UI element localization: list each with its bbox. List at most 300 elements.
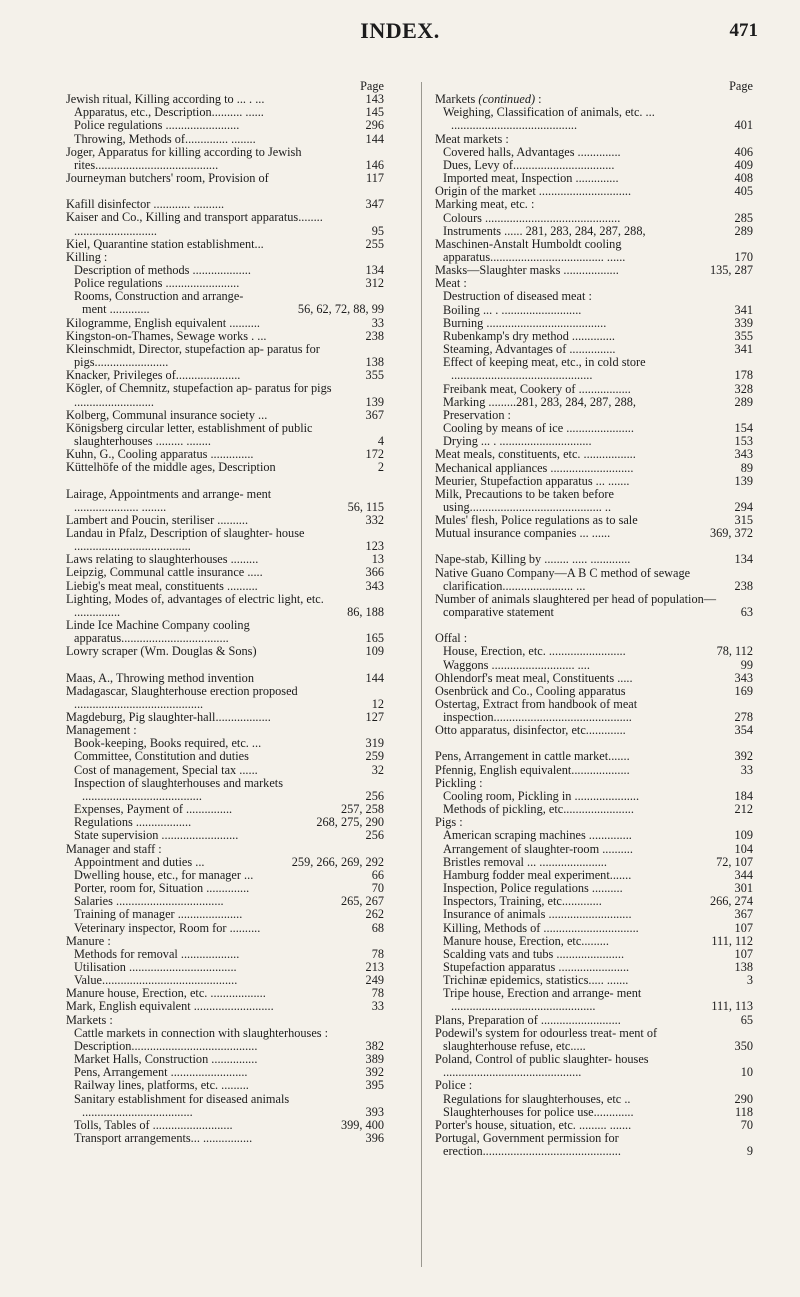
index-page-ref: 259, 266, 269, 292 <box>291 854 384 869</box>
index-page-ref: 392 <box>365 1065 384 1080</box>
index-entry <box>435 803 753 816</box>
index-entry-text: Nape-stab, Killing by ........ ..... ............. <box>435 552 631 567</box>
index-entry <box>435 553 753 566</box>
right-index-column <box>435 80 753 1158</box>
index-entry <box>66 1132 384 1145</box>
index-entry <box>435 304 753 317</box>
index-page-ref: 89 <box>740 460 753 475</box>
index-entry <box>435 146 753 159</box>
index-entry-text: Pens, Arrangement ......................... <box>74 1065 248 1080</box>
index-entry <box>66 317 384 330</box>
index-entry-text: Pigs : <box>435 815 463 830</box>
index-entry <box>435 856 753 869</box>
index-entry-text: Königsberg circular letter, establishment of public slaughterhouses ......... ........ <box>66 420 313 449</box>
index-page-ref: 144 <box>365 670 384 685</box>
index-entry <box>435 356 753 382</box>
index-entry-text: Description......................................... <box>74 1038 258 1053</box>
index-entry <box>66 330 384 343</box>
index-page-ref: 109 <box>365 644 384 659</box>
index-entry <box>66 238 384 251</box>
index-entry <box>66 211 384 237</box>
index-page-ref: 249 <box>365 973 384 988</box>
index-page-ref: 146 <box>365 157 384 172</box>
index-entry <box>435 396 753 409</box>
index-entry-text: Apparatus, etc., Description.......... ...... <box>74 105 264 120</box>
index-page-ref: 109 <box>734 828 753 843</box>
index-entry <box>435 750 753 763</box>
index-entry-text: Kaiser and Co., Killing and transport apparatus........ ........................... <box>66 210 323 238</box>
index-page-ref: 290 <box>734 1091 753 1106</box>
index-page-ref: 134 <box>365 263 384 278</box>
index-page-ref: 406 <box>734 144 753 159</box>
index-page-ref: 392 <box>734 749 753 764</box>
index-page-ref: 266, 274 <box>709 894 753 909</box>
index-page-ref: 257, 258 <box>340 802 384 817</box>
index-page-ref: 86, 188 <box>347 604 384 619</box>
index-entry <box>66 566 384 579</box>
index-entry-text: Plans, Preparation of .......................... <box>435 1012 621 1027</box>
index-page-ref: 165 <box>365 631 384 646</box>
index-page-ref: 347 <box>365 197 384 212</box>
index-page-ref: 144 <box>365 131 384 146</box>
index-entry-text: Porter, room for, Situation .............. <box>74 881 250 896</box>
index-entry-text: Kögler, of Chemnitz, stupefaction ap- paratus for pigs .......................... <box>66 381 332 409</box>
index-entry-text: Regulations .................. <box>74 815 192 830</box>
index-entry <box>435 448 753 461</box>
index-entry-text: Maschinen-Anstalt Humboldt cooling apparatus..................................... ...... <box>435 236 626 265</box>
index-entry-text: Management : <box>66 723 137 738</box>
index-entry <box>66 172 384 185</box>
index-page-ref: 127 <box>365 710 384 725</box>
index-entry-text: Salaries ................................... <box>74 894 224 909</box>
index-entry-text: Native Guano Company—A B C method of sewage clarification....................... ... <box>435 565 691 593</box>
index-page-ref: 285 <box>734 210 753 225</box>
index-page-ref: 238 <box>365 328 384 343</box>
index-page-ref: 367 <box>734 907 753 922</box>
index-entry-text: Sanitary establishment for diseased animals .................................... <box>74 1091 290 1119</box>
index-entry <box>435 593 753 619</box>
index-page-ref: 63 <box>740 605 753 620</box>
index-page-ref: 70 <box>371 881 384 896</box>
index-entry <box>435 987 753 1013</box>
index-page-ref: 111, 113 <box>711 999 753 1014</box>
index-entry <box>435 1106 753 1119</box>
index-entry-text: Pens, Arrangement in cattle market....... <box>435 749 630 764</box>
index-entry-text: Osenbrück and Co., Cooling apparatus <box>435 683 626 698</box>
index-entry-text: Marking .........281, 283, 284, 287, 288, <box>443 394 636 409</box>
index-entry <box>435 488 753 514</box>
index-entry-text: House, Erection, etc. ......................... <box>443 644 626 659</box>
index-page-ref: 117 <box>366 171 384 186</box>
index-entry-text: Number of animals slaughtered per head of population—comparative statement <box>435 591 717 620</box>
index-entry <box>435 133 753 146</box>
index-page-ref: 355 <box>365 368 384 383</box>
index-entry-text: Jewish ritual, Killing according to ... . ... <box>66 92 265 107</box>
index-entry <box>435 527 753 540</box>
index-entry <box>435 1027 753 1053</box>
section-gap <box>435 619 753 632</box>
index-entry-text: Description of methods ................... <box>74 263 251 278</box>
index-entry <box>435 724 753 737</box>
index-entry <box>435 1079 753 1092</box>
index-entry <box>435 106 753 132</box>
index-entry-text: Manure house, Erection, etc. .................. <box>66 986 266 1001</box>
index-entry-text: Dwelling house, etc., for manager ... <box>74 867 254 882</box>
index-page-ref: 95 <box>371 223 384 238</box>
index-entry <box>66 856 384 869</box>
index-entry-text: Landau in Pfalz, Description of slaughter- house ...................................... <box>66 525 305 554</box>
index-entry <box>66 290 384 316</box>
index-page-ref: 72, 107 <box>716 854 753 869</box>
index-entry-text: Regulations for slaughterhouses, etc .. <box>443 1091 631 1106</box>
index-page-ref: 169 <box>734 683 753 698</box>
index-entry <box>435 777 753 790</box>
index-entry-text: Maas, A., Throwing method invention <box>66 670 254 685</box>
index-entry <box>66 593 384 619</box>
index-entry <box>435 672 753 685</box>
index-entry-text: Pickling : <box>435 775 483 790</box>
index-page-ref: 212 <box>734 802 753 817</box>
index-entry-text: American scraping machines .............. <box>443 828 632 843</box>
index-entry-text: Mules' flesh, Police regulations as to sale <box>435 513 638 528</box>
index-entry-text: Bristles removal ... ...................... <box>443 854 607 869</box>
index-entry-text: Laws relating to slaughterhouses ......... <box>66 552 259 567</box>
index-page-ref: 262 <box>365 907 384 922</box>
index-entry <box>66 382 384 408</box>
index-entry <box>435 1053 753 1079</box>
index-entry <box>435 264 753 277</box>
index-entry-text: Lowry scraper (Wm. Douglas & Sons) <box>66 644 257 659</box>
index-page-ref: 366 <box>365 565 384 580</box>
index-page-ref: 138 <box>734 959 753 974</box>
index-entry-text: Killing, Methods of ............................... <box>443 920 639 935</box>
index-page-ref: 259 <box>365 749 384 764</box>
index-page-ref: 33 <box>371 999 384 1014</box>
index-entry-text: Police : <box>435 1078 473 1093</box>
index-page-ref: 289 <box>734 223 753 238</box>
index-entry <box>66 1093 384 1119</box>
index-entry <box>66 1000 384 1013</box>
index-entry-text: Methods of pickling, etc....................... <box>443 802 634 817</box>
index-entry-text: Police regulations ........................ <box>74 276 240 291</box>
page-number: 471 <box>729 20 758 41</box>
index-page-ref: 70 <box>740 1117 753 1132</box>
index-page-ref: 170 <box>734 250 753 265</box>
index-page-ref: 153 <box>734 434 753 449</box>
index-entry-text: State supervision ......................... <box>74 828 239 843</box>
index-entry <box>66 1027 384 1040</box>
index-entry-text: Inspectors, Training, etc............. <box>443 894 602 909</box>
index-page-ref: 369, 372 <box>709 526 753 541</box>
index-entry-text: Railway lines, platforms, etc. ......... <box>74 1078 249 1093</box>
index-page-ref: 256 <box>365 828 384 843</box>
index-page-ref: 135, 287 <box>709 263 753 278</box>
index-page-ref: 78, 112 <box>716 644 753 659</box>
index-page-ref: 294 <box>734 499 753 514</box>
index-entry-text: Pfennig, English equivalent................... <box>435 762 630 777</box>
index-entry <box>435 843 753 856</box>
index-entry <box>435 212 753 225</box>
index-page-ref: 78 <box>371 946 384 961</box>
index-entry-text: Slaughterhouses for police use............. <box>443 1104 634 1119</box>
index-entry-text: Appointment and duties ... <box>74 854 205 869</box>
index-page-ref: 172 <box>365 447 384 462</box>
index-page-ref: 78 <box>371 986 384 1001</box>
index-entry-text: Kilogramme, English equivalent .......... <box>66 315 260 330</box>
index-entry <box>66 461 384 474</box>
index-entry <box>435 383 753 396</box>
index-entry-text: Masks—Slaughter masks .................. <box>435 263 619 278</box>
index-page-ref: 296 <box>365 118 384 133</box>
index-page-ref: 393 <box>365 1104 384 1119</box>
index-entry <box>435 317 753 330</box>
index-page-ref: 178 <box>734 368 753 383</box>
index-page-ref: 2 <box>377 460 384 475</box>
index-entry-text: Value............................................ <box>74 973 238 988</box>
index-entry-text: Meat meals, constituents, etc. ................. <box>435 447 636 462</box>
index-entry-text: Podewil's system for odourless treat- ment of slaughterhouse refuse, etc..... <box>435 1025 658 1053</box>
index-entry-text: Poland, Control of public slaughter- houses ............................................. <box>435 1052 649 1080</box>
index-entry <box>66 133 384 146</box>
index-entry-text: Inspection, Police regulations .......... <box>443 881 623 896</box>
left-index-column <box>66 80 384 1145</box>
index-page-ref: 350 <box>734 1038 753 1053</box>
index-entry <box>66 843 384 856</box>
index-entry-text: Marking meat, etc. : <box>435 197 535 212</box>
index-entry-text: Origin of the market .............................. <box>435 184 632 199</box>
index-entry <box>435 1132 753 1158</box>
index-page-ref: 355 <box>734 328 753 343</box>
index-entry-text: Covered halls, Advantages .............. <box>443 144 621 159</box>
index-page-ref: 111, 112 <box>711 933 753 948</box>
index-entry-text: Madagascar, Slaughterhouse erection proposed .......................................... <box>66 683 298 711</box>
index-page-ref: 99 <box>740 657 753 672</box>
index-page-ref: 268, 275, 290 <box>316 815 384 830</box>
index-entry <box>66 527 384 553</box>
index-entry-text: Kafill disinfector ............ .......... <box>66 197 225 212</box>
index-entry <box>66 777 384 803</box>
index-entry-text: Cattle markets in connection with slaughterhouses : <box>74 1025 329 1040</box>
index-entry <box>435 1014 753 1027</box>
index-page-ref: 382 <box>365 1038 384 1053</box>
index-page-ref: 315 <box>734 513 753 528</box>
index-entry <box>435 290 753 303</box>
index-entry <box>66 948 384 961</box>
index-page-ref: 289 <box>734 394 753 409</box>
index-page-ref: 343 <box>734 670 753 685</box>
index-entry <box>435 764 753 777</box>
index-entry-text: Stupefaction apparatus ....................... <box>443 959 630 974</box>
index-page-ref: 312 <box>365 276 384 291</box>
index-entry-text: Cooling by means of ice ...................... <box>443 421 634 436</box>
index-entry-text: Insurance of animals ........................... <box>443 907 632 922</box>
index-entry-text: Killing : <box>66 249 108 264</box>
index-entry-text: Kolberg, Communal insurance society ... <box>66 407 268 422</box>
index-page-ref: 12 <box>371 696 384 711</box>
index-entry-text: Book-keeping, Books required, etc. ... <box>74 736 262 751</box>
index-page-ref: 4 <box>377 434 384 449</box>
index-entry <box>66 764 384 777</box>
index-page-ref: 104 <box>734 841 753 856</box>
index-entry-text: Drying ... . .............................. <box>443 434 592 449</box>
index-page-ref: 278 <box>734 710 753 725</box>
index-page-ref: 9 <box>746 1144 753 1159</box>
section-gap <box>66 659 384 672</box>
index-entry-text: Porter's house, situation, etc. ......... ....... <box>435 1117 632 1132</box>
index-entry-text: Joger, Apparatus for killing according to Jewish rites........................................ <box>66 144 302 172</box>
index-entry <box>66 908 384 921</box>
index-entry-text: Methods for removal ................... <box>74 946 240 961</box>
index-page-ref: 143 <box>365 92 384 107</box>
index-page-ref: 123 <box>365 539 384 554</box>
index-entry-text: Ostertag, Extract from handbook of meat inspection............................................. <box>435 697 638 725</box>
index-entry-text: Cost of management, Special tax ...... <box>74 762 258 777</box>
index-entry-text: Portugal, Government permission for erection............................................. <box>435 1131 621 1159</box>
index-entry-text: Freibank meat, Cookery of ................. <box>443 381 631 396</box>
index-entry <box>435 948 753 961</box>
index-page-ref: 408 <box>734 171 753 186</box>
index-entry-text: Linde Ice Machine Company cooling apparatus................................... <box>66 618 250 646</box>
index-page-ref: 10 <box>740 1065 753 1080</box>
index-entry-text: Meurier, Stupefaction apparatus ... ....... <box>435 473 630 488</box>
index-title: INDEX. <box>360 18 440 43</box>
index-entry-text: Kingston-on-Thames, Sewage works . ... <box>66 328 267 343</box>
index-entry-text: Hamburg fodder meal experiment....... <box>443 867 632 882</box>
index-entry-text: Scalding vats and tubs ...................... <box>443 946 625 961</box>
index-entry-text: Mutual insurance companies ... ...... <box>435 526 611 541</box>
index-entry <box>66 685 384 711</box>
index-entry-text: Magdeburg, Pig slaughter-hall.................. <box>66 710 271 725</box>
index-entry <box>435 198 753 211</box>
index-entry <box>435 567 753 593</box>
index-entry <box>66 619 384 645</box>
index-entry-text: Veterinary inspector, Room for .......... <box>74 920 261 935</box>
section-gap <box>66 475 384 488</box>
index-page-ref: 255 <box>365 236 384 251</box>
index-entry-text: Boiling ... . .......................... <box>443 302 582 317</box>
index-entry <box>66 922 384 935</box>
index-page-ref: 3 <box>746 973 753 988</box>
index-entry-text: Cooling room, Pickling in ..................... <box>443 788 640 803</box>
index-page-ref: 341 <box>734 342 753 357</box>
index-page-ref: 341 <box>734 302 753 317</box>
index-entry-text: Preservation : <box>443 407 511 422</box>
index-entry-text: Throwing, Methods of.............. ........ <box>74 131 256 146</box>
index-page-ref: 13 <box>371 552 384 567</box>
index-entry-text: Arrangement of slaughter-room .......... <box>443 841 633 856</box>
index-entry <box>66 1079 384 1092</box>
index-entry-text: Rooms, Construction and arrange- ment ............. <box>74 289 244 317</box>
index-entry-text: Mechanical appliances ........................... <box>435 460 634 475</box>
index-page-ref: 396 <box>365 1131 384 1146</box>
index-entry-text: Lairage, Appointments and arrange- ment ..................... ........ <box>66 486 272 514</box>
index-entry-text: Steaming, Advantages of ............... <box>443 342 616 357</box>
index-page-ref: 66 <box>371 867 384 882</box>
index-page-ref: 389 <box>365 1052 384 1067</box>
index-page-ref: 33 <box>740 762 753 777</box>
index-page-ref: 184 <box>734 788 753 803</box>
index-page-ref: 33 <box>371 315 384 330</box>
index-page-ref: 154 <box>734 421 753 436</box>
index-page-ref: 65 <box>740 1012 753 1027</box>
index-entry <box>66 580 384 593</box>
index-entry-text: Mark, English equivalent .......................... <box>66 999 274 1014</box>
index-entry-text: Manager and staff : <box>66 841 162 856</box>
index-page-ref: 68 <box>371 920 384 935</box>
index-entry <box>66 829 384 842</box>
index-page-ref: 405 <box>734 184 753 199</box>
index-entry <box>66 119 384 132</box>
index-entry-text: Training of manager ..................... <box>74 907 243 922</box>
index-page-ref: 138 <box>365 355 384 370</box>
index-entry-text: Meat : <box>435 276 467 291</box>
index-page-ref: 354 <box>734 723 753 738</box>
index-entry-text: Knacker, Privileges of..................... <box>66 368 241 383</box>
index-page-ref: 139 <box>734 473 753 488</box>
index-entry <box>66 343 384 369</box>
index-entry-text: Effect of keeping meat, etc., in cold store .............................................. <box>443 355 646 383</box>
index-page-ref: 319 <box>365 736 384 751</box>
index-page-ref: 32 <box>371 762 384 777</box>
index-page-ref: 107 <box>734 920 753 935</box>
index-entry-text: Tolls, Tables of .......................... <box>74 1117 233 1132</box>
index-page-ref: 265, 267 <box>340 894 384 909</box>
index-entry-text: Expenses, Payment of ............... <box>74 802 233 817</box>
page-column-label: Page <box>729 79 753 93</box>
index-entry-text: Police regulations ........................ <box>74 118 240 133</box>
index-entry-text: Utilisation ................................... <box>74 959 237 974</box>
index-entry-text: Markets (continued) : <box>435 92 542 107</box>
index-entry-text: Kiel, Quarantine station establishment... <box>66 236 264 251</box>
index-entry-text: Milk, Precautions to be taken before using........................................... .. <box>435 486 614 514</box>
index-entry-text: Markets : <box>66 1012 113 1027</box>
index-page-ref: 409 <box>734 157 753 172</box>
index-entry-text: Transport arrangements... ................ <box>74 1131 253 1146</box>
index-entry-text: Offal : <box>435 631 468 646</box>
index-entry-text: Imported meat, Inspection .............. <box>443 171 619 186</box>
index-entry <box>435 645 753 658</box>
index-entry <box>435 659 753 672</box>
index-entry-text: Ohlendorf's meat meal, Constituents ..... <box>435 670 633 685</box>
index-entry <box>435 908 753 921</box>
index-page-ref: 238 <box>734 578 753 593</box>
index-entry-text: Burning ....................................... <box>443 315 607 330</box>
index-entry-text: Journeyman butchers' room, Provision of <box>66 171 269 186</box>
index-entry-text: Küttelhöfe of the middle ages, Description <box>66 460 276 475</box>
index-entry-text: Manure house, Erection, etc......... <box>443 933 609 948</box>
index-entry <box>66 422 384 448</box>
index-page-ref: 56, 62, 72, 88, 99 <box>297 302 384 317</box>
index-entry-text: Destruction of diseased meat : <box>443 289 592 304</box>
index-entry-text: Dues, Levy of................................. <box>443 157 615 172</box>
index-entry-text: Weighing, Classification of animals, etc. ... ......................................... <box>443 105 655 133</box>
index-page-ref: 107 <box>734 946 753 961</box>
index-page-ref: 56, 115 <box>347 499 384 514</box>
index-entry <box>435 829 753 842</box>
index-entry <box>66 146 384 172</box>
index-page-ref: 399, 400 <box>340 1117 384 1132</box>
index-entry-text: Inspection of slaughterhouses and markets ....................................... <box>74 775 283 803</box>
index-entry <box>66 672 384 685</box>
index-page-ref: 339 <box>734 315 753 330</box>
index-entry <box>435 238 753 264</box>
index-page-ref: 344 <box>734 867 753 882</box>
index-page-ref: 139 <box>365 394 384 409</box>
index-page-ref: 134 <box>734 552 753 567</box>
index-page-ref: 213 <box>365 959 384 974</box>
index-entry-text: Lambert and Poucin, steriliser .......... <box>66 512 249 527</box>
index-entry-text: Committee, Constitution and duties <box>74 749 249 764</box>
